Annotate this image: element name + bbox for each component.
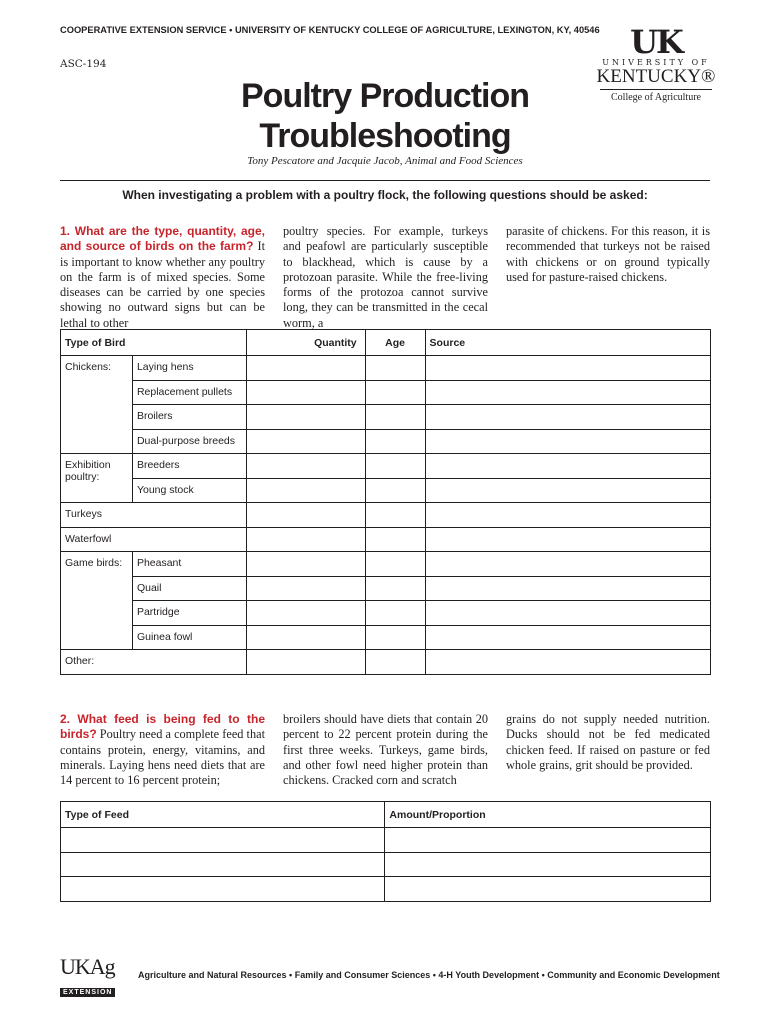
ukag-extension-logo — [60, 955, 130, 997]
table-row — [61, 380, 711, 405]
age-cell[interactable] — [365, 552, 425, 577]
feed-type-cell[interactable] — [61, 877, 385, 902]
section1-col1 — [60, 224, 265, 331]
quantity-cell[interactable] — [246, 552, 365, 577]
age-cell[interactable] — [365, 405, 425, 430]
footer-programs: Agriculture and Natural Resources • Family and Consumer Sciences • 4-H Youth Development • Community and Economic Development — [138, 970, 720, 980]
uk-logo-university: UNIVERSITY OF — [602, 58, 710, 67]
age-cell[interactable] — [365, 478, 425, 503]
table-row — [61, 356, 711, 381]
age-cell[interactable] — [365, 429, 425, 454]
table-row — [61, 650, 711, 675]
title-divider — [60, 180, 710, 181]
uk-logo-kentucky: KENTUCKY® — [596, 66, 716, 87]
intro-text: When investigating a problem with a poultry flock, the following questions should be asked: — [122, 188, 648, 202]
source-cell[interactable] — [425, 650, 710, 675]
quantity-cell[interactable] — [246, 601, 365, 626]
quantity-cell[interactable] — [246, 503, 365, 528]
table-row — [61, 601, 711, 626]
bird-type: Breeders — [132, 454, 246, 479]
feed-amount-cell[interactable] — [385, 852, 711, 877]
bird-type: Pheasant — [132, 552, 246, 577]
feed-amount-cell[interactable] — [385, 877, 711, 902]
table-row — [61, 877, 711, 902]
group-chickens: Chickens: — [61, 356, 133, 454]
authors: Tony Pescatore and Jacquie Jacob, Animal and Food Sciences — [247, 155, 523, 167]
source-cell[interactable] — [425, 429, 710, 454]
table-row — [61, 828, 711, 853]
section2-col3: grains do not supply needed nutrition. Ducks should not be fed medicated chicken feed. If raised on pasture or fed whole grains, grit should be provided. — [506, 712, 710, 772]
source-cell[interactable] — [425, 380, 710, 405]
age-cell[interactable] — [365, 527, 425, 552]
source-cell[interactable] — [425, 601, 710, 626]
feed-table-header — [61, 802, 711, 828]
section2-col1 — [60, 712, 265, 788]
header-age: Age — [365, 330, 425, 356]
section1-col3: parasite of chickens. For this reason, it is recommended that turkeys not be raised with chickens or on ground typically used for pasture-raised chickens. — [506, 224, 710, 284]
feed-type-cell[interactable] — [61, 852, 385, 877]
quantity-cell[interactable] — [246, 429, 365, 454]
table-row — [61, 576, 711, 601]
table-row — [61, 405, 711, 430]
quantity-cell[interactable] — [246, 650, 365, 675]
publication-code: ASC-194 — [60, 58, 107, 70]
age-cell[interactable] — [365, 380, 425, 405]
source-cell[interactable] — [425, 405, 710, 430]
feed-amount-cell[interactable] — [385, 828, 711, 853]
bird-type: Young stock — [132, 478, 246, 503]
ukag-logo-text: UKAg — [60, 954, 115, 979]
age-cell[interactable] — [365, 356, 425, 381]
section1-col2: poultry species. For example, turkeys and peafowl are particularly susceptible to blackhead, which is cause by a protozoan parasite. While the free-living forms of the protozoa cannot survive long, they can be transmitted in the cecal worm, a — [283, 224, 488, 330]
extension-label: EXTENSION — [60, 988, 115, 997]
source-cell[interactable] — [425, 478, 710, 503]
source-cell[interactable] — [425, 576, 710, 601]
header-source: Source — [425, 330, 710, 356]
source-cell[interactable] — [425, 503, 710, 528]
bird-type: Dual-purpose breeds — [132, 429, 246, 454]
section2-col1-text: Poultry need a complete feed that contains protein, energy, vitamins, and minerals. Laying hens need diets that are 14 percent to 16 percent protein; — [60, 727, 265, 788]
section1-col1-text: It is important to know whether any poultry on the farm is of mixed species. Some diseases can be carried by one species showing no outward signs but can be lethal to other — [60, 239, 265, 330]
age-cell[interactable] — [365, 650, 425, 675]
source-cell[interactable] — [425, 625, 710, 650]
source-cell[interactable] — [425, 356, 710, 381]
bird-type: Laying hens — [132, 356, 246, 381]
extension-header: COOPERATIVE EXTENSION SERVICE • UNIVERSITY OF KENTUCKY COLLEGE OF AGRICULTURE, LEXINGTON, KY, 40546 — [60, 25, 600, 35]
quantity-cell[interactable] — [246, 454, 365, 479]
group-game-birds: Game birds: — [61, 552, 133, 650]
header-type-of-bird: Type of Bird — [61, 330, 247, 356]
quantity-cell[interactable] — [246, 356, 365, 381]
section1-question: 1. What are the type, quantity, age, and source of birds on the farm? — [60, 224, 265, 254]
header-type-of-feed: Type of Feed — [61, 802, 385, 828]
age-cell[interactable] — [365, 454, 425, 479]
bird-type: Partridge — [132, 601, 246, 626]
bird-type: Broilers — [132, 405, 246, 430]
section2-col2: broilers should have diets that contain 20 percent to 22 percent protein during the first three weeks. Turkeys, game birds, and other fowl need higher protein than chickens. Cracked corn and scratch — [283, 712, 488, 788]
logo-divider — [600, 89, 712, 90]
quantity-cell[interactable] — [246, 527, 365, 552]
quantity-cell[interactable] — [246, 380, 365, 405]
section2-question: 2. What feed is being fed to the birds? — [60, 712, 265, 742]
age-cell[interactable] — [365, 601, 425, 626]
bird-table — [60, 329, 711, 675]
uk-logo — [596, 23, 716, 103]
feed-table — [60, 801, 711, 902]
bird-type: Quail — [132, 576, 246, 601]
bird-table-header — [61, 330, 711, 356]
age-cell[interactable] — [365, 503, 425, 528]
age-cell[interactable] — [365, 576, 425, 601]
uk-logo-college: College of Agriculture — [611, 92, 701, 103]
group-waterfowl: Waterfowl — [61, 527, 247, 552]
table-row — [61, 527, 711, 552]
table-row — [61, 429, 711, 454]
table-row — [61, 852, 711, 877]
bird-type: Replacement pullets — [132, 380, 246, 405]
table-row — [61, 478, 711, 503]
table-row — [61, 625, 711, 650]
source-cell[interactable] — [425, 454, 710, 479]
bird-type: Guinea fowl — [132, 625, 246, 650]
source-cell[interactable] — [425, 552, 710, 577]
uk-logo-mark: UK — [630, 23, 682, 61]
title-line-1: Poultry Production — [241, 77, 529, 115]
quantity-cell[interactable] — [246, 625, 365, 650]
age-cell[interactable] — [365, 625, 425, 650]
table-row — [61, 454, 711, 479]
page-title — [228, 76, 542, 156]
header-amount: Amount/Proportion — [385, 802, 711, 828]
table-row — [61, 552, 711, 577]
source-cell[interactable] — [425, 527, 710, 552]
header-quantity: Quantity — [246, 330, 365, 356]
quantity-cell[interactable] — [246, 405, 365, 430]
quantity-cell[interactable] — [246, 576, 365, 601]
group-turkeys: Turkeys — [61, 503, 247, 528]
group-other: Other: — [61, 650, 247, 675]
quantity-cell[interactable] — [246, 478, 365, 503]
group-exhibition: Exhibition poultry: — [61, 454, 133, 503]
title-line-2: Troubleshooting — [259, 117, 511, 155]
table-row — [61, 503, 711, 528]
feed-type-cell[interactable] — [61, 828, 385, 853]
